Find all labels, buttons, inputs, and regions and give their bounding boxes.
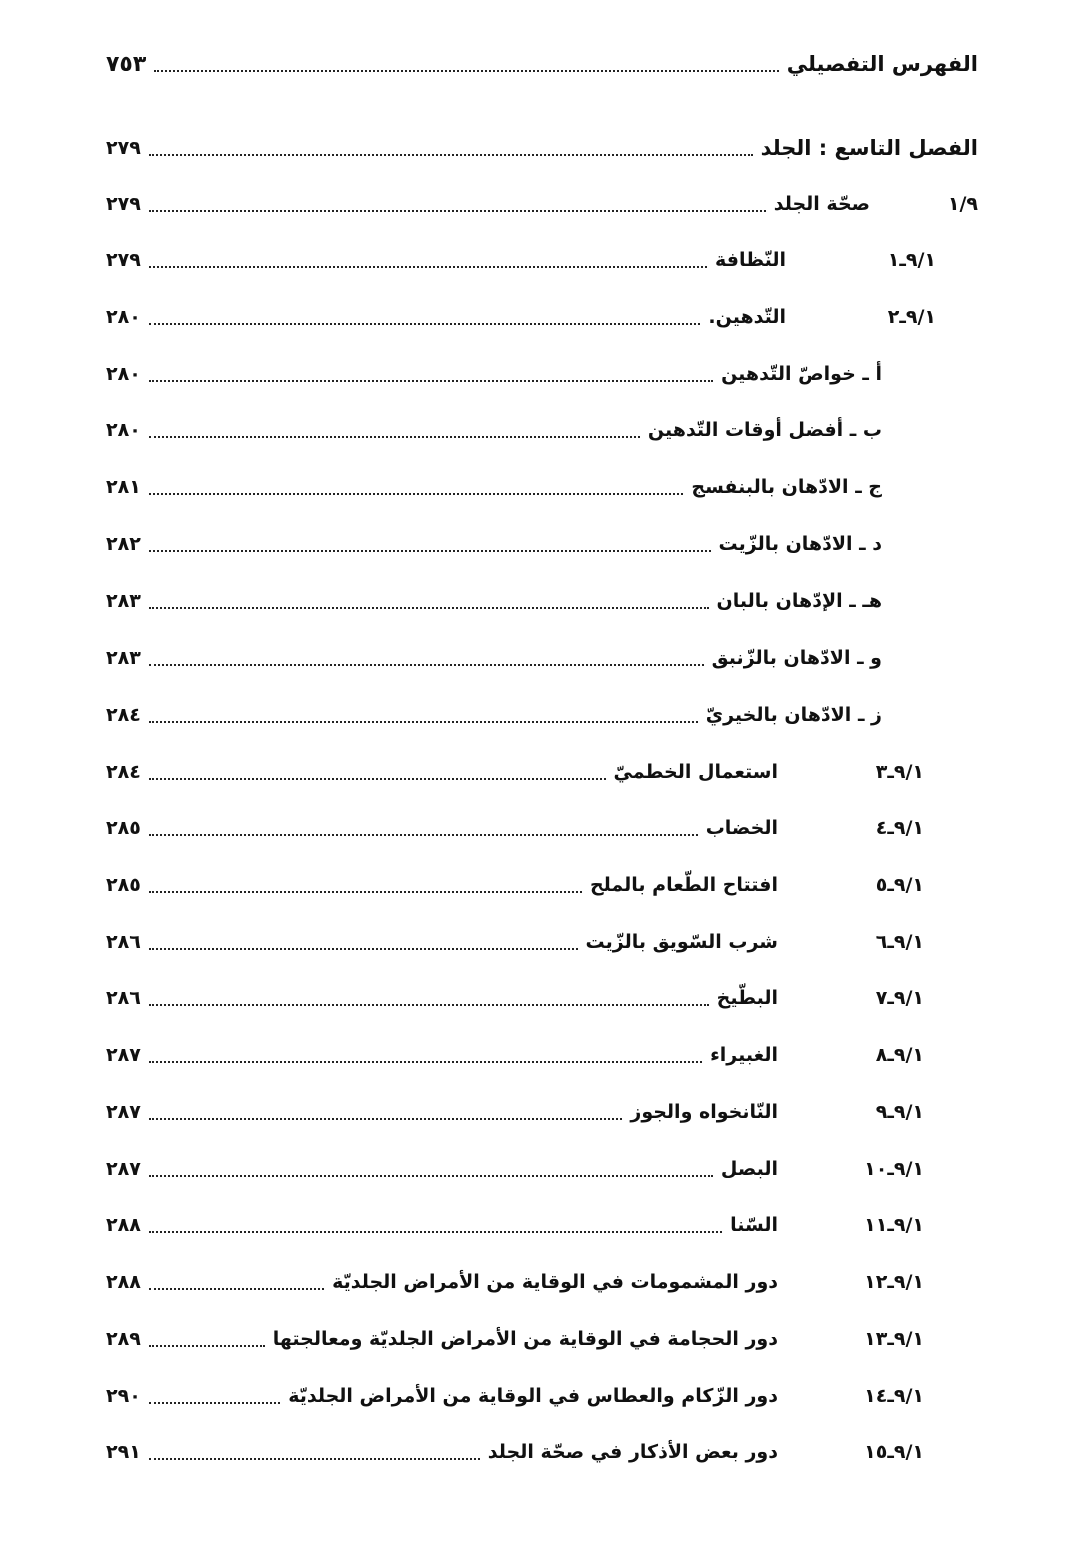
leader-dots [149,210,766,212]
leader-dots [149,266,707,268]
entry-page: ٢٨٤ [106,704,141,726]
leader-dots [149,607,709,609]
entry-title: النّانخواه والجوز [630,1101,778,1123]
entry-number: ٩/١ـ٧ [875,987,924,1009]
leader-dots [154,70,778,72]
entry-page: ٢٨٠ [106,306,141,328]
toc-entry-row[interactable] [106,808,978,848]
entry-page: ٢٩١ [106,1441,141,1463]
toc-entry-row[interactable] [106,1092,978,1132]
entry-title: ز ـ الادّهان بالخيريّ [705,704,882,726]
entry-number: ٩/١ـ١١ [864,1214,924,1236]
leader-dots [149,1231,722,1233]
entry-number: ٩/١ـ٦ [875,931,924,953]
chapter-title: الفصل التاسع : الجلد [760,136,978,160]
entry-page: ٢٨٨ [106,1271,141,1293]
entry-page: ٢٨٧ [106,1044,141,1066]
toc-entry-row[interactable] [106,752,978,792]
leader-dots [149,1004,709,1006]
entry-page: ٢٨٥ [106,817,141,839]
toc-entry-row[interactable] [106,1035,978,1075]
toc-entry-row[interactable] [106,354,978,394]
leader-dots [149,323,701,325]
toc-chapter-row[interactable] [106,128,978,168]
leader-dots [149,948,578,950]
entry-number: ٩/١ـ٤ [875,817,924,839]
toc-entry-row[interactable] [106,1319,978,1359]
leader-dots [149,664,704,666]
toc-entry-row[interactable] [106,1376,978,1416]
leader-dots [149,1118,623,1120]
leader-dots [149,1458,480,1460]
entry-number: ٩/١ـ٥ [875,874,924,896]
leader-dots [149,1402,280,1404]
toc-entry-row[interactable] [106,865,978,905]
entry-title: الخضاب [705,817,778,839]
entry-title: أ ـ خواصّ التّدهين [721,363,882,385]
chapter-page: ٢٧٩ [106,137,141,159]
toc-entry-row[interactable] [106,524,978,564]
entry-number: ٩/١ـ١٣ [864,1328,924,1350]
leader-dots [149,493,684,495]
leader-dots [149,1288,324,1290]
toc-entry-row[interactable] [106,1205,978,1245]
entry-title: هـ ـ الإدّهان بالبان [716,590,882,612]
leader-dots [149,778,606,780]
toc-section-row[interactable] [106,184,978,224]
entry-title: دور الحجامة في الوقاية من الأمراض الجلديّة ومعالجتها [272,1328,778,1350]
leader-dots [149,834,698,836]
toc-entry-row[interactable] [106,638,978,678]
entry-title: و ـ الادّهان بالزّنبق [711,647,882,669]
leader-dots [149,891,582,893]
entry-page: ٢٨٣ [106,590,141,612]
entry-number: ٩/١ـ١٠ [864,1158,924,1180]
entry-title: استعمال الخطميّ [613,761,778,783]
entry-page: ٢٧٩ [106,249,141,271]
entry-number: ٩/١ـ١٢ [864,1271,924,1293]
entry-page: ٢٨٥ [106,874,141,896]
entry-title: افتتاح الطّعام بالملح [589,874,778,896]
entry-page: ٢٨٠ [106,419,141,441]
entry-title: ب ـ أفضل أوقات التّدهين [647,419,882,441]
leader-dots [149,1175,713,1177]
toc-entry-row[interactable] [106,467,978,507]
entry-number: ٩/١ـ٢ [887,306,936,328]
section-page: ٢٧٩ [106,193,141,215]
entry-page: ٢٨٤ [106,761,141,783]
entry-title: دور بعض الأذكار في صحّة الجلد [487,1441,778,1463]
entry-number: ٩/١ـ١ [887,249,936,271]
leader-dots [149,154,753,156]
entry-page: ٢٩٠ [106,1385,141,1407]
leader-dots [149,1345,265,1347]
header-page-number: ٧٥٣ [106,51,147,77]
toc-entry-row[interactable] [106,1149,978,1189]
leader-dots [149,550,711,552]
toc-entry-row[interactable] [106,581,978,621]
entry-title: البطّيخ [716,987,778,1009]
toc-entry-row[interactable] [106,410,978,450]
entry-page: ٢٨٧ [106,1158,141,1180]
toc-entry-row[interactable] [106,1262,978,1302]
toc-entry-row[interactable] [106,978,978,1018]
leader-dots [149,721,698,723]
section-title: صحّة الجلد [773,193,870,215]
toc-entry-row[interactable] [106,297,978,337]
entry-title: دور المشمومات في الوقاية من الأمراض الجلديّة [332,1271,778,1293]
leader-dots [149,1061,702,1063]
entry-title: شرب السّويق بالزّيت [585,931,778,953]
toc-entry-row[interactable] [106,240,978,280]
entry-number: ٩/١ـ٨ [875,1044,924,1066]
leader-dots [149,436,640,438]
section-number: ١/٩ [947,193,978,215]
entry-page: ٢٨٧ [106,1101,141,1123]
entry-number: ٩/١ـ٩ [875,1101,924,1123]
leader-dots [149,380,713,382]
entry-title: الغبيراء [710,1044,778,1066]
header-title: الفهرس التفصيلي [786,52,978,76]
entry-title: التّدهين. [708,306,786,328]
entry-title: دور الزّكام والعطاس في الوقاية من الأمراض الجلديّة [288,1385,778,1407]
entry-page: ٢٨٦ [106,987,141,1009]
entry-number: ٩/١ـ٣ [875,761,924,783]
toc-entry-row[interactable] [106,695,978,735]
toc-entry-row[interactable] [106,1432,978,1472]
entry-title: د ـ الادّهان بالزّيت [718,533,882,555]
entry-number: ٩/١ـ١٤ [864,1385,924,1407]
entry-page: ٢٨٠ [106,363,141,385]
entry-page: ٢٨٢ [106,533,141,555]
running-header [106,44,978,84]
entry-page: ٢٨٣ [106,647,141,669]
entry-page: ٢٨٦ [106,931,141,953]
entry-title: ج ـ الادّهان بالبنفسج [691,476,882,498]
entry-page: ٢٨٩ [106,1328,141,1350]
entry-title: السّنا [730,1214,778,1236]
entry-number: ٩/١ـ١٥ [864,1441,924,1463]
entry-page: ٢٨٨ [106,1214,141,1236]
entry-title: البصل [720,1158,778,1180]
entry-title: النّظافة [714,249,786,271]
entry-page: ٢٨١ [106,476,141,498]
toc-entry-row[interactable] [106,922,978,962]
